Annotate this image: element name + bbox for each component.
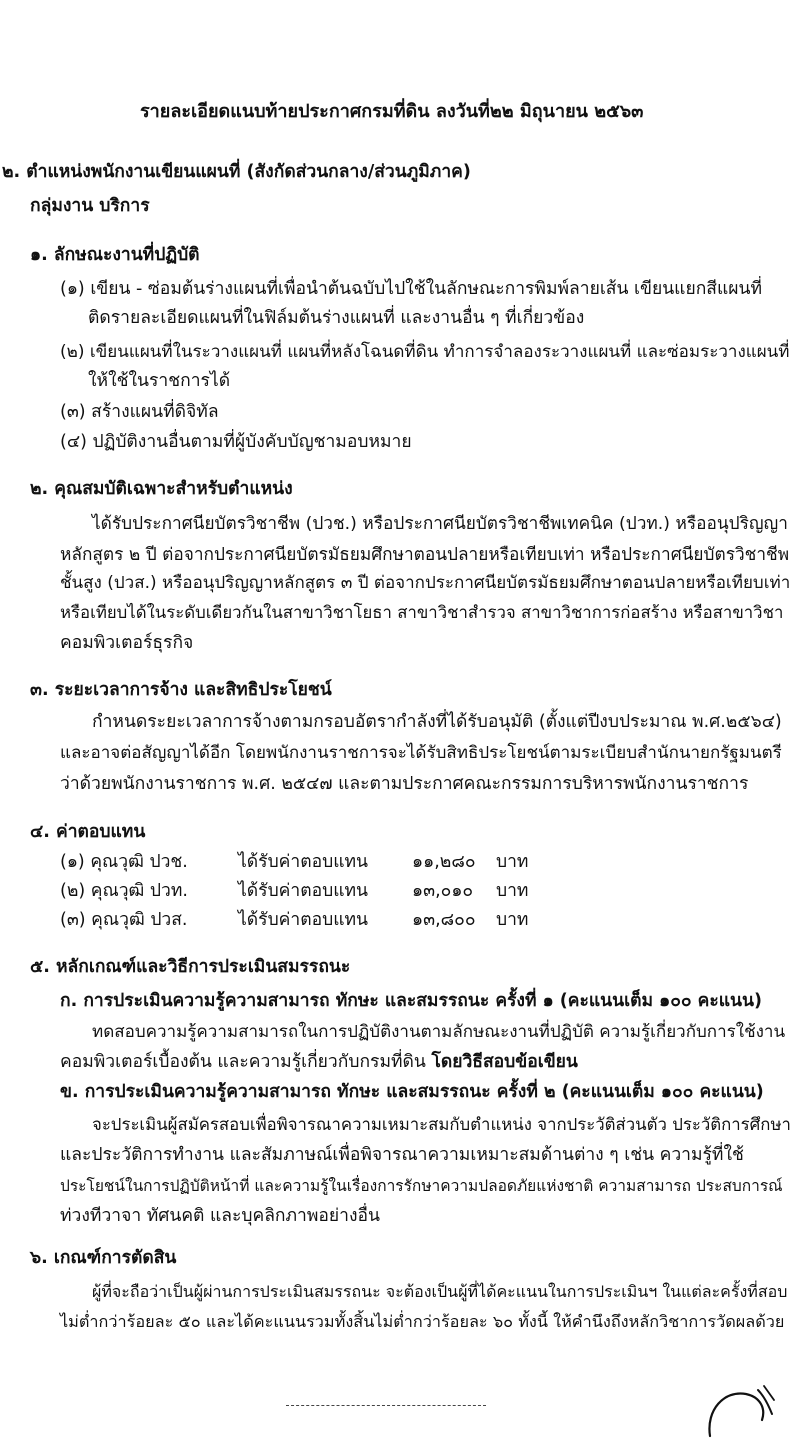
section-3-line: และอาจต่อสัญญาได้อีก โดยพนักงานราชการจะได้รับสิทธิประโยชน์ตามระเบียบสำนักนายกรัฐมนตรี (60, 743, 782, 763)
section-6-line: ผู้ที่จะถือว่าเป็นผู้ผ่านการประเมินสมรรถนะ จะต้องเป็นผู้ที่ได้คะแนนในการประเมินฯ ในแต่ละครั้งที่สอบ (92, 1282, 788, 1301)
compensation-amount: ๑๓,๘๐๐ (412, 910, 476, 930)
document-title: รายละเอียดแนบท้ายประกาศกรมที่ดิน ลงวันที่๒๒ มิถุนายน ๒๕๖๓ (140, 101, 644, 122)
section-4-heading: ๔. ค่าตอบแทน (30, 822, 146, 842)
section-1-line: (๔) ปฏิบัติงานอื่นตามที่ผู้บังคับบัญชามอบหมาย (60, 432, 412, 452)
compensation-label: ได้รับค่าตอบแทน (238, 881, 368, 901)
section-1-line: (๒) เขียนแผนที่ในระวางแผนที่ แผนที่หลังโฉนดที่ดิน ทำการจำลองระวางแผนที่ และซ่อมระวางแผนที่ (60, 342, 790, 362)
currency-unit: บาท (496, 881, 529, 901)
job-group: กลุ่มงาน บริการ (30, 196, 150, 216)
currency-unit: บาท (496, 910, 529, 930)
signature-mark (702, 1380, 782, 1440)
section-5b-line: จะประเมินผู้สมัครสอบเพื่อพิจารณาความเหมาะสมกับตำแหน่ง จากประวัติส่วนตัว ประวัติการศึกษา (92, 1114, 791, 1134)
section-2-line: หรือเทียบได้ในระดับเดียวกันในสาขาวิชาโยธา สาขาวิชาสำรวจ สาขาวิชาการก่อสร้าง หรือสาขาวิชา (60, 602, 784, 622)
section-1-line: ให้ใช้ในราชการได้ (88, 371, 231, 391)
section-2-line: หลักสูตร ๒ ปี ต่อจากประกาศนียบัตรมัธยมศึกษาตอนปลายหรือเทียบเท่า หรือประกาศนียบัตรวิชาชีพ (60, 545, 790, 565)
position-title: ๒. ตำแหน่งพนักงานเขียนแผนที่ (สังกัดส่วนกลาง/ส่วนภูมิภาค) (2, 162, 471, 182)
currency-unit: บาท (496, 852, 529, 872)
written-exam-method: โดยวิธีสอบข้อเขียน (431, 1052, 578, 1072)
section-2-line: คอมพิวเตอร์ธุรกิจ (60, 633, 194, 653)
section-5b-line: ท่วงทีวาจา ทัศนคติ และบุคลิกภาพอย่างอื่น (60, 1206, 381, 1226)
section-6-line: ไม่ต่ำกว่าร้อยละ ๕๐ และได้คะแนนรวมทั้งสิ้นไม่ต่ำกว่าร้อยละ ๖๐ ทั้งนี้ ให้คำนึงถึงหลักวิชาการวัดผลด้วย (60, 1312, 785, 1331)
qualification: (๓) คุณวุฒิ ปวส. (60, 910, 188, 930)
section-3-line: ว่าด้วยพนักงานราชการ พ.ศ. ๒๕๔๗ และตามประกาศคณะกรรมการบริหารพนักงานราชการ (60, 774, 749, 794)
section-3-heading: ๓. ระยะเวลาการจ้าง และสิทธิประโยชน์ (30, 680, 332, 700)
section-1-line: ติดรายละเอียดแผนที่ในฟิล์มต้นร่างแผนที่ และงานอื่น ๆ ที่เกี่ยวข้อง (88, 308, 585, 328)
compensation-label: ได้รับค่าตอบแทน (238, 910, 368, 930)
section-1-line: (๓) สร้างแผนที่ดิจิทัล (60, 402, 219, 422)
qualification: (๑) คุณวุฒิ ปวช. (60, 852, 188, 872)
section-1-heading: ๑. ลักษณะงานที่ปฏิบัติ (30, 245, 200, 265)
section-5a-text: คอมพิวเตอร์เบื้องต้น และความรู้เกี่ยวกับกรมที่ดิน (60, 1052, 432, 1072)
section-2-heading: ๒. คุณสมบัติเฉพาะสำหรับตำแหน่ง (30, 479, 293, 499)
section-6-heading: ๖. เกณฑ์การตัดสิน (30, 1248, 177, 1268)
section-5a-line: ทดสอบความรู้ความสามารถในการปฏิบัติงานตามลักษณะงานที่ปฏิบัติ ความรู้เกี่ยวกับการใช้งาน (92, 1022, 786, 1042)
section-3-line: กำหนดระยะเวลาการจ้างตามกรอบอัตรากำลังที่ได้รับอนุมัติ (ตั้งแต่ปีงบประมาณ พ.ศ.๒๕๖๔) (92, 712, 782, 732)
qualification: (๒) คุณวุฒิ ปวท. (60, 881, 188, 901)
compensation-amount: ๑๑,๒๘๐ (412, 852, 476, 872)
section-5a-line (60, 1050, 578, 1074)
bottom-divider (286, 1405, 486, 1406)
section-1-line: (๑) เขียน - ซ่อมต้นร่างแผนที่เพื่อนำต้นฉบับไปใช้ในลักษณะการพิมพ์ลายเส้น เขียนแยกสีแผนที่ (60, 279, 763, 299)
section-2-line: ชั้นสูง (ปวส.) หรืออนุปริญญาหลักสูตร ๓ ปี ต่อจากประกาศนียบัตรมัธยมศึกษาตอนปลายหรือเทียบเท่า (60, 573, 791, 593)
compensation-label: ได้รับค่าตอบแทน (238, 852, 368, 872)
section-5a-heading: ก. การประเมินความรู้ความสามารถ ทักษะ และสมรรถนะ ครั้งที่ ๑ (คะแนนเต็ม ๑๐๐ คะแนน) (60, 991, 762, 1011)
compensation-amount: ๑๓,๐๑๐ (412, 881, 474, 901)
section-2-line: ได้รับประกาศนียบัตรวิชาชีพ (ปวช.) หรือประกาศนียบัตรวิชาชีพเทคนิค (ปวท.) หรืออนุปริญญา (92, 514, 788, 534)
section-5b-line: ประโยชน์ในการปฏิบัติหน้าที่ และความรู้ในเรื่องการรักษาความปลอดภัยแห่งชาติ ความสามารถ ประสบการณ์ (60, 1177, 783, 1195)
section-5b-heading: ข. การประเมินความรู้ความสามารถ ทักษะ และสมรรถนะ ครั้งที่ ๒ (คะแนนเต็ม ๑๐๐ คะแนน) (60, 1082, 764, 1102)
section-5-heading: ๕. หลักเกณฑ์และวิธีการประเมินสมรรถนะ (30, 957, 351, 977)
section-5b-line: และประวัติการทำงาน และสัมภาษณ์เพื่อพิจารณาความเหมาะสมด้านต่าง ๆ เช่น ความรู้ที่ใช้ (60, 1145, 744, 1165)
